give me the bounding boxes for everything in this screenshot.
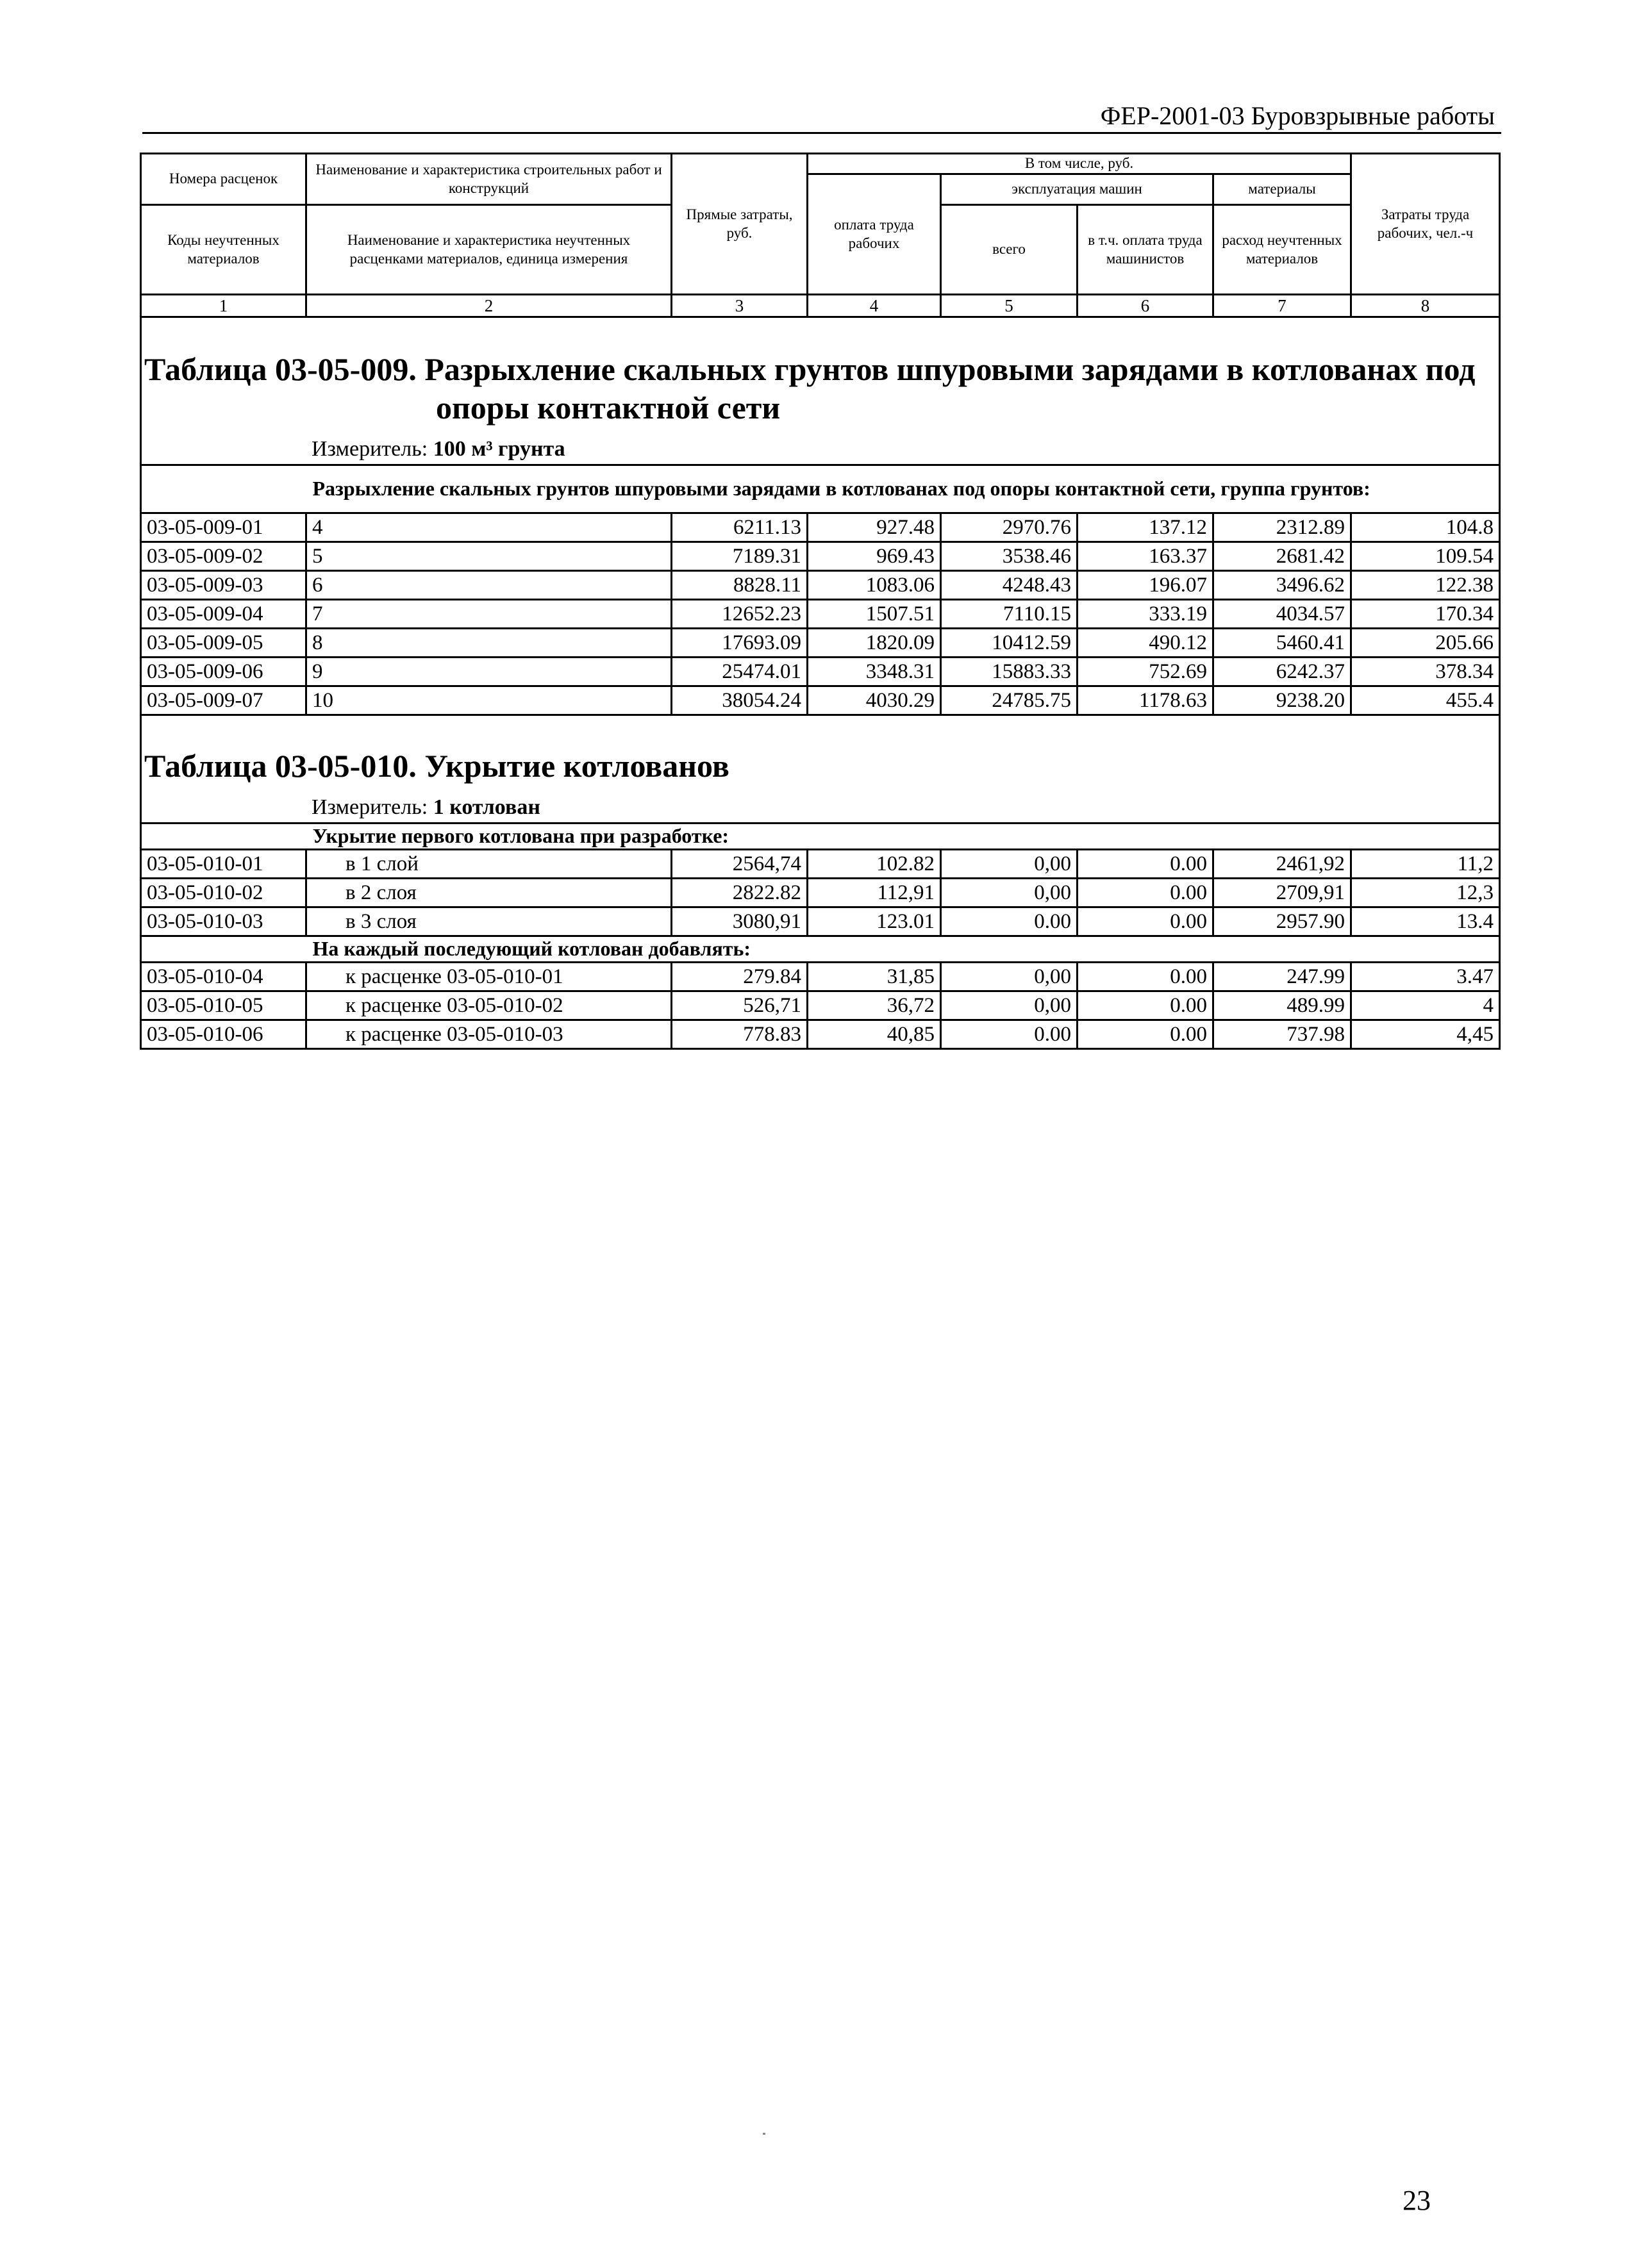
materials-cost: 2312.89 [1213, 513, 1351, 542]
labor-hours: 109.54 [1351, 542, 1500, 571]
table2-meter [141, 785, 1500, 824]
col-number: 7 [1213, 295, 1351, 317]
machinists-pay: 333.19 [1078, 600, 1213, 629]
direct-costs: 17693.09 [672, 629, 808, 658]
col1-header-top: Номера расценок [141, 154, 306, 205]
table1-section [141, 317, 1500, 715]
labor-hours: 104.8 [1351, 513, 1500, 542]
direct-costs: 526,71 [672, 991, 808, 1020]
labor-pay: 969.43 [808, 542, 941, 571]
labor-pay: 112,91 [808, 879, 941, 907]
rate-code: 03-05-009-05 [141, 629, 306, 658]
rate-name: 5 [306, 542, 672, 571]
table-row [141, 600, 1500, 629]
labor-hours: 3.47 [1351, 963, 1500, 991]
rate-code: 03-05-010-01 [141, 850, 306, 879]
col5-header: всего [941, 205, 1078, 295]
machinists-pay: 163.37 [1078, 542, 1213, 571]
table-header [141, 154, 1500, 317]
rate-name: 7 [306, 600, 672, 629]
machinists-pay: 137.12 [1078, 513, 1213, 542]
meter-value: 100 м³ грунта [433, 437, 565, 461]
machinists-pay: 752.69 [1078, 658, 1213, 686]
col-group-header: В том числе, руб. [808, 154, 1351, 174]
materials-cost: 2461,92 [1213, 850, 1351, 879]
materials-cost: 247.99 [1213, 963, 1351, 991]
machinists-pay: 0.00 [1078, 963, 1213, 991]
machines-total: 7110.15 [941, 600, 1078, 629]
table-row [141, 850, 1500, 879]
labor-pay: 1507.51 [808, 600, 941, 629]
rate-code: 03-05-010-03 [141, 907, 306, 936]
materials-cost: 6242.37 [1213, 658, 1351, 686]
table1-title-line2: опоры контактной сети [436, 390, 781, 426]
col3-header: Прямые затраты, руб. [672, 154, 808, 295]
machinists-pay: 490.12 [1078, 629, 1213, 658]
table-row [141, 629, 1500, 658]
materials-cost: 4034.57 [1213, 600, 1351, 629]
rate-name: 8 [306, 629, 672, 658]
machines-total: 10412.59 [941, 629, 1078, 658]
running-head [142, 101, 1501, 134]
table-row [141, 542, 1500, 571]
direct-costs: 12652.23 [672, 600, 808, 629]
labor-hours: 378.34 [1351, 658, 1500, 686]
machines-total: 24785.75 [941, 686, 1078, 715]
labor-pay: 4030.29 [808, 686, 941, 715]
labor-hours: 13.4 [1351, 907, 1500, 936]
rate-code: 03-05-009-06 [141, 658, 306, 686]
labor-hours: 4 [1351, 991, 1500, 1020]
direct-costs: 2564,74 [672, 850, 808, 879]
col-number: 4 [808, 295, 941, 317]
rate-name: в 1 слой [306, 850, 672, 879]
machinists-pay: 1178.63 [1078, 686, 1213, 715]
rate-name: к расценке 03-05-010-02 [306, 991, 672, 1020]
machines-total: 0,00 [941, 850, 1078, 879]
col-number: 5 [941, 295, 1078, 317]
table-row [141, 571, 1500, 600]
table2-subheading-2: На каждый последующий котлован добавлять: [306, 936, 1500, 963]
col-number: 1 [141, 295, 306, 317]
rate-code: 03-05-010-04 [141, 963, 306, 991]
machinists-pay: 0.00 [1078, 850, 1213, 879]
labor-pay: 102.82 [808, 850, 941, 879]
machines-total: 15883.33 [941, 658, 1078, 686]
table-row [141, 991, 1500, 1020]
machines-total: 0,00 [941, 879, 1078, 907]
rate-code: 03-05-009-07 [141, 686, 306, 715]
table-row [141, 513, 1500, 542]
labor-pay: 3348.31 [808, 658, 941, 686]
materials-cost: 2957.90 [1213, 907, 1351, 936]
machines-header: эксплуатация машин [941, 174, 1213, 205]
labor-pay: 1820.09 [808, 629, 941, 658]
labor-hours: 170.34 [1351, 600, 1500, 629]
materials-cost: 489.99 [1213, 991, 1351, 1020]
direct-costs: 3080,91 [672, 907, 808, 936]
machines-total: 0.00 [941, 1020, 1078, 1049]
col7-header: расход неучтенных материалов [1213, 205, 1351, 295]
col-number: 3 [672, 295, 808, 317]
rate-code: 03-05-009-01 [141, 513, 306, 542]
rate-name: 9 [306, 658, 672, 686]
meter-label: Измеритель: [312, 437, 428, 461]
table1-title-line1: Таблица 03-05-009. Разрыхление скальных грунтов шпуровыми зарядами в котлованах под [144, 351, 1476, 387]
rate-name: 6 [306, 571, 672, 600]
table2-subheading-1: Укрытие первого котлована при разработке: [306, 824, 1500, 850]
machines-total: 2970.76 [941, 513, 1078, 542]
rate-code: 03-05-009-02 [141, 542, 306, 571]
meter-value: 1 котлован [433, 795, 540, 819]
labor-hours: 11,2 [1351, 850, 1500, 879]
labor-pay: 927.48 [808, 513, 941, 542]
machinists-pay: 0.00 [1078, 907, 1213, 936]
direct-costs: 7189.31 [672, 542, 808, 571]
col1-header-bottom: Коды неучтенных материалов [141, 205, 306, 295]
page-number: 23 [1403, 2185, 1431, 2216]
table-row [141, 907, 1500, 936]
rate-name: 10 [306, 686, 672, 715]
table-row [141, 686, 1500, 715]
labor-hours: 12,3 [1351, 879, 1500, 907]
materials-cost: 9238.20 [1213, 686, 1351, 715]
table1-meter [141, 427, 1500, 465]
materials-cost: 5460.41 [1213, 629, 1351, 658]
col6-header: в т.ч. оплата труда машинистов [1078, 205, 1213, 295]
labor-hours: 205.66 [1351, 629, 1500, 658]
col2-header-bottom: Наименование и характеристика неучтенных расценками материалов, единица измерения [306, 205, 672, 295]
scan-speck [763, 2133, 765, 2135]
rate-name: в 3 слоя [306, 907, 672, 936]
labor-pay: 123.01 [808, 907, 941, 936]
direct-costs: 279.84 [672, 963, 808, 991]
direct-costs: 8828.11 [672, 571, 808, 600]
rate-code: 03-05-009-03 [141, 571, 306, 600]
materials-cost: 737.98 [1213, 1020, 1351, 1049]
machines-total: 4248.43 [941, 571, 1078, 600]
machines-total: 0,00 [941, 963, 1078, 991]
machinists-pay: 0.00 [1078, 879, 1213, 907]
table-row [141, 879, 1500, 907]
machinists-pay: 0.00 [1078, 1020, 1213, 1049]
materials-cost: 2709,91 [1213, 879, 1351, 907]
col4-header: оплата труда рабочих [808, 174, 941, 295]
rate-name: к расценке 03-05-010-03 [306, 1020, 672, 1049]
rate-code: 03-05-010-06 [141, 1020, 306, 1049]
labor-pay: 40,85 [808, 1020, 941, 1049]
rate-code: 03-05-010-05 [141, 991, 306, 1020]
column-numbers-row [141, 295, 1500, 317]
table1-subheading: Разрыхление скальных грунтов шпуровыми зарядами в котлованах под опоры контактной сети, группа грунтов: [306, 465, 1500, 513]
machines-total: 3538.46 [941, 542, 1078, 571]
direct-costs: 25474.01 [672, 658, 808, 686]
table-row [141, 963, 1500, 991]
materials-cost: 3496.62 [1213, 571, 1351, 600]
col2-header-top: Наименование и характеристика строительных работ и конструкций [306, 154, 672, 205]
direct-costs: 2822.82 [672, 879, 808, 907]
labor-pay: 31,85 [808, 963, 941, 991]
rate-name: 4 [306, 513, 672, 542]
rate-code: 03-05-010-02 [141, 879, 306, 907]
col8-header: Затраты труда рабочих, чел.-ч [1351, 154, 1500, 295]
machinists-pay: 0.00 [1078, 991, 1213, 1020]
materials-header: материалы [1213, 174, 1351, 205]
meter-label: Измеритель: [312, 795, 428, 819]
running-head-text: ФЕР-2001-03 Буровзрывные работы [1100, 101, 1495, 130]
machinists-pay: 196.07 [1078, 571, 1213, 600]
direct-costs: 38054.24 [672, 686, 808, 715]
col-number: 8 [1351, 295, 1500, 317]
direct-costs: 778.83 [672, 1020, 808, 1049]
labor-hours: 4,45 [1351, 1020, 1500, 1049]
table-row [141, 658, 1500, 686]
col-number: 6 [1078, 295, 1213, 317]
labor-hours: 455.4 [1351, 686, 1500, 715]
machines-total: 0,00 [941, 991, 1078, 1020]
rates-table [140, 153, 1501, 1050]
table2-title: Таблица 03-05-010. Укрытие котлованов [141, 715, 1500, 786]
labor-pay: 1083.06 [808, 571, 941, 600]
rate-code: 03-05-009-04 [141, 600, 306, 629]
labor-pay: 36,72 [808, 991, 941, 1020]
rate-name: к расценке 03-05-010-01 [306, 963, 672, 991]
materials-cost: 2681.42 [1213, 542, 1351, 571]
table1-title [141, 317, 1500, 427]
labor-hours: 122.38 [1351, 571, 1500, 600]
direct-costs: 6211.13 [672, 513, 808, 542]
rate-name: в 2 слоя [306, 879, 672, 907]
machines-total: 0.00 [941, 907, 1078, 936]
table2-section [141, 715, 1500, 1049]
col-number: 2 [306, 295, 672, 317]
table-row [141, 1020, 1500, 1049]
